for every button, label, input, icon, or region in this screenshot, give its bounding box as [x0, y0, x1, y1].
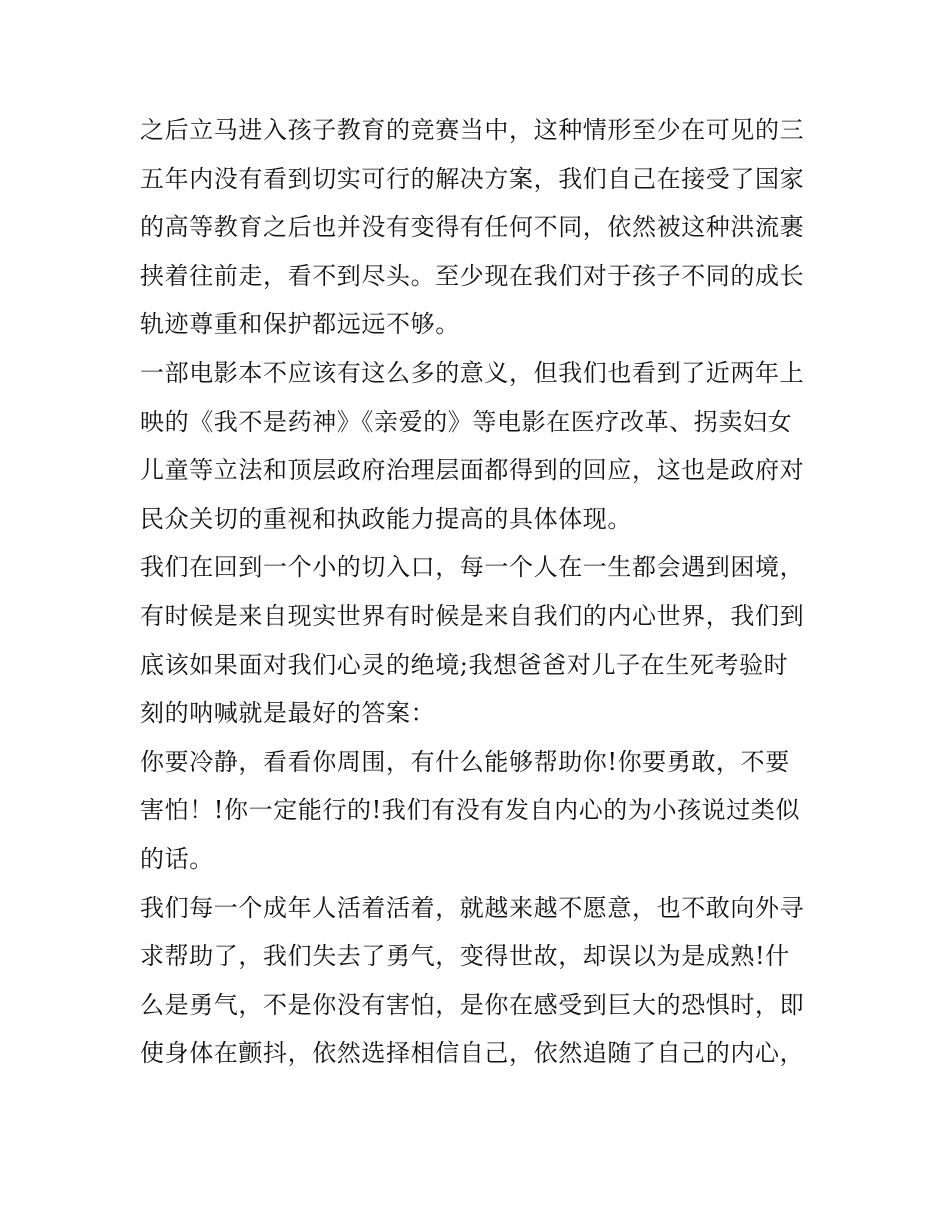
text-line: 轨迹尊重和保护都远远不够。 — [140, 310, 460, 339]
text-line: 使身体在颤抖，依然选择相信自己，依然追随了自己的内心， — [140, 1039, 805, 1068]
text-line: 害怕！!你一定能行的!我们有没有发自内心的为小孩说过类似 — [140, 796, 801, 825]
text-line: 么是勇气，不是你没有害怕，是你在感受到巨大的恐惧时，即 — [140, 990, 805, 1019]
text-line: 挟着往前走，看不到尽头。至少现在我们对于孩子不同的成长 — [140, 261, 805, 290]
text-line: 我们每一个成年人活着活着，就越来越不愿意，也不敢向外寻 — [140, 893, 805, 922]
text-line: 底该如果面对我们心灵的绝境;我想爸爸对儿子在生死考验时 — [140, 650, 789, 679]
text-line: 我们在回到一个小的切入口，每一个人在一生都会遇到困境， — [140, 553, 805, 582]
text-line: 刻的呐喊就是最好的答案： — [140, 699, 436, 728]
text-line: 的话。 — [140, 844, 214, 873]
text-line: 求帮助了，我们失去了勇气，变得世故，却误以为是成熟!什 — [140, 942, 790, 971]
text-line: 的高等教育之后也并没有变得有任何不同，依然被这种洪流裹 — [140, 213, 805, 242]
text-line: 一部电影本不应该有这么多的意义，但我们也看到了近两年上 — [140, 358, 805, 387]
text-line: 有时候是来自现实世界有时候是来自我们的内心世界，我们到 — [140, 601, 805, 630]
text-line: 你要冷静，看看你周围，有什么能够帮助你!你要勇敢，不要 — [140, 747, 790, 776]
text-line: 民众关切的重视和执政能力提高的具体体现。 — [140, 504, 632, 533]
text-line: 映的《我不是药神》《亲爱的》等电影在医疗改革、拐卖妇女 — [140, 407, 793, 436]
body-text — [140, 106, 820, 1078]
text-line: 儿童等立法和顶层政府治理层面都得到的回应，这也是政府对 — [140, 456, 805, 485]
text-line: 之后立马进入孩子教育的竞赛当中，这种情形至少在可见的三 — [140, 116, 805, 144]
text-line: 五年内没有看到切实可行的解决方案，我们自己在接受了国家 — [140, 164, 805, 193]
